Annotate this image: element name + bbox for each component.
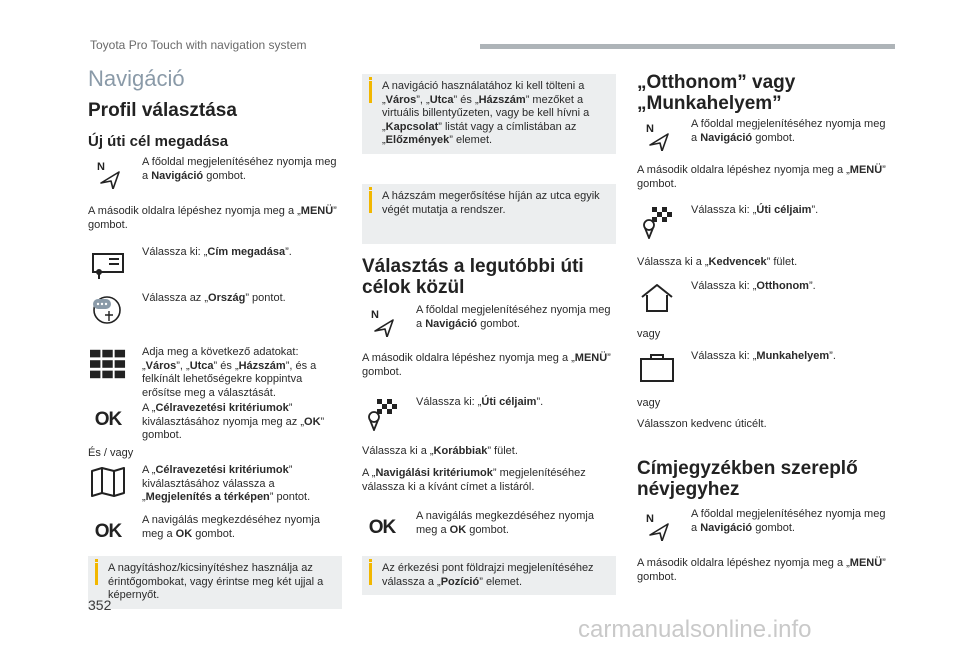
navigation-n-icon <box>639 118 675 154</box>
info-icon <box>369 191 372 213</box>
briefcase-icon <box>639 350 675 386</box>
info-icon <box>369 563 372 585</box>
heading-contacts: Címjegyzékben szereplő névjegyhez <box>637 458 858 500</box>
destination-entry-icon <box>90 246 126 282</box>
subheading-new-destination: Új úti cél megadása <box>88 133 229 150</box>
step-my-destinations: Válassza ki: „Úti céljaim”. <box>362 396 618 432</box>
ok-icon: OK <box>94 409 122 430</box>
step-navigation: N A főoldal megjelenítéséhez nyomja meg a Navigáció gombot. <box>637 118 893 154</box>
section-title: Navigáció <box>88 66 185 91</box>
instruction-favorites-tab: Válassza ki a „Kedvencek” fület. <box>637 256 798 268</box>
heading-profile: Profil választása <box>88 100 237 121</box>
step-country: Válassza az „Ország” pontot. <box>88 292 344 328</box>
instruction-menu: A második oldalra lépéshez nyomja meg a „MENÜ” gombot. <box>637 164 886 190</box>
or-label: És / vagy <box>88 447 134 459</box>
ok-icon: OK <box>94 521 122 542</box>
step-navigation: N A főoldal megjelenítéséhez nyomja meg a Navigáció gombot. <box>362 304 618 340</box>
info-note-zoom: A nagyításhoz/kicsinyítéshez használja az érintőgombokat, vagy érintse meg két ujjal a képernyőt. <box>88 556 342 609</box>
step-show-on-map: A „Célravezetési kritériumok” kiválasztásához válassza a „Megjelenítés a térképen” pontot. <box>88 464 344 504</box>
info-icon <box>369 81 372 103</box>
navigation-n-icon <box>364 304 400 340</box>
navigation-n-icon <box>639 508 675 544</box>
step-ok-start: OK A navigálás megkezdéséhez nyomja meg a OK gombot. <box>88 514 344 550</box>
info-icon <box>95 563 98 585</box>
destinations-flag-icon <box>639 204 675 240</box>
svg-text:N: N <box>646 123 654 135</box>
or-label: vagy <box>637 397 661 409</box>
page-number: 352 <box>88 597 112 613</box>
step-ok-start: OK A navigálás megkezdéséhez nyomja meg a OK gombot. <box>362 510 618 546</box>
instruction-menu: A második oldalra lépéshez nyomja meg a „MENÜ” gombot. <box>637 557 886 583</box>
instruction-history-tab: Válassza ki a „Korábbiak” fület. <box>362 445 518 457</box>
info-note-position: Az érkezési pont földrajzi megjelenítéséhez válassza a „Pozíció” elemet. <box>362 556 616 595</box>
destinations-flag-icon <box>364 396 400 432</box>
svg-text:N: N <box>371 309 379 321</box>
country-globe-icon <box>90 292 126 328</box>
map-icon <box>90 464 126 500</box>
home-icon <box>639 280 675 316</box>
info-note-fields: A navigáció használatához ki kell tölteni a „Város”, „Utca” és „Házszám” mezőket a virtuális billentyűzeten, vagy be kell hívni a „Kapcsolat” listát vagy a címlistában az „Előzmények” elemet. <box>362 74 616 154</box>
keyboard-grid-icon <box>90 346 126 382</box>
navigation-n-icon <box>90 156 126 192</box>
instruction-menu: A második oldalra lépéshez nyomja meg a „MENÜ” gombot. <box>88 205 337 231</box>
step-navigation: N A főoldal megjelenítéséhez nyomja meg a Navigáció gombot. <box>637 508 893 544</box>
instruction-select-address: A „Navigálási kritériumok” megjelenítéséhez válassza ki a kívánt címet a listáról. <box>362 467 586 493</box>
step-my-destinations: Válassza ki: „Úti céljaim”. <box>637 204 893 240</box>
step-ok-criteria: OK A „Célravezetési kritériumok” kiválasztásához nyomja meg az „OK” gombot. <box>88 402 344 442</box>
info-note-house-number: A házszám megerősítése híján az utca egyik végét mutatja a rendszer. <box>362 184 616 244</box>
instruction-favorite-destination: Válasszon kedvenc úticélt. <box>637 418 767 430</box>
svg-text:N: N <box>97 161 105 173</box>
step-navigation: N A főoldal megjelenítéséhez nyomja meg a Navigáció gombot. <box>88 156 344 192</box>
heading-home-work: „Otthonom” vagy „Munkahelyem” <box>637 72 796 114</box>
step-work: Válassza ki: „Munkahelyem”. <box>637 350 893 386</box>
svg-text:N: N <box>646 513 654 525</box>
ok-icon: OK <box>368 517 396 538</box>
header-bar <box>480 44 895 49</box>
heading-recent-destinations: Választás a legutóbbi úti célok közül <box>362 256 584 298</box>
watermark: carmanualsonline.info <box>578 616 812 643</box>
step-enter-address: Válassza ki: „Cím megadása”. <box>88 246 344 282</box>
page-header: Toyota Pro Touch with navigation system <box>90 38 307 52</box>
or-label: vagy <box>637 328 661 340</box>
step-home: Válassza ki: „Otthonom”. <box>637 280 893 316</box>
step-enter-details: Adja meg a következő adatokat: „Város”, „Utca” és „Házszám”, és a felkínált lehetőségekre koppintva erősítse meg a választását. <box>88 346 344 400</box>
instruction-menu: A második oldalra lépéshez nyomja meg a „MENÜ” gombot. <box>362 352 611 378</box>
